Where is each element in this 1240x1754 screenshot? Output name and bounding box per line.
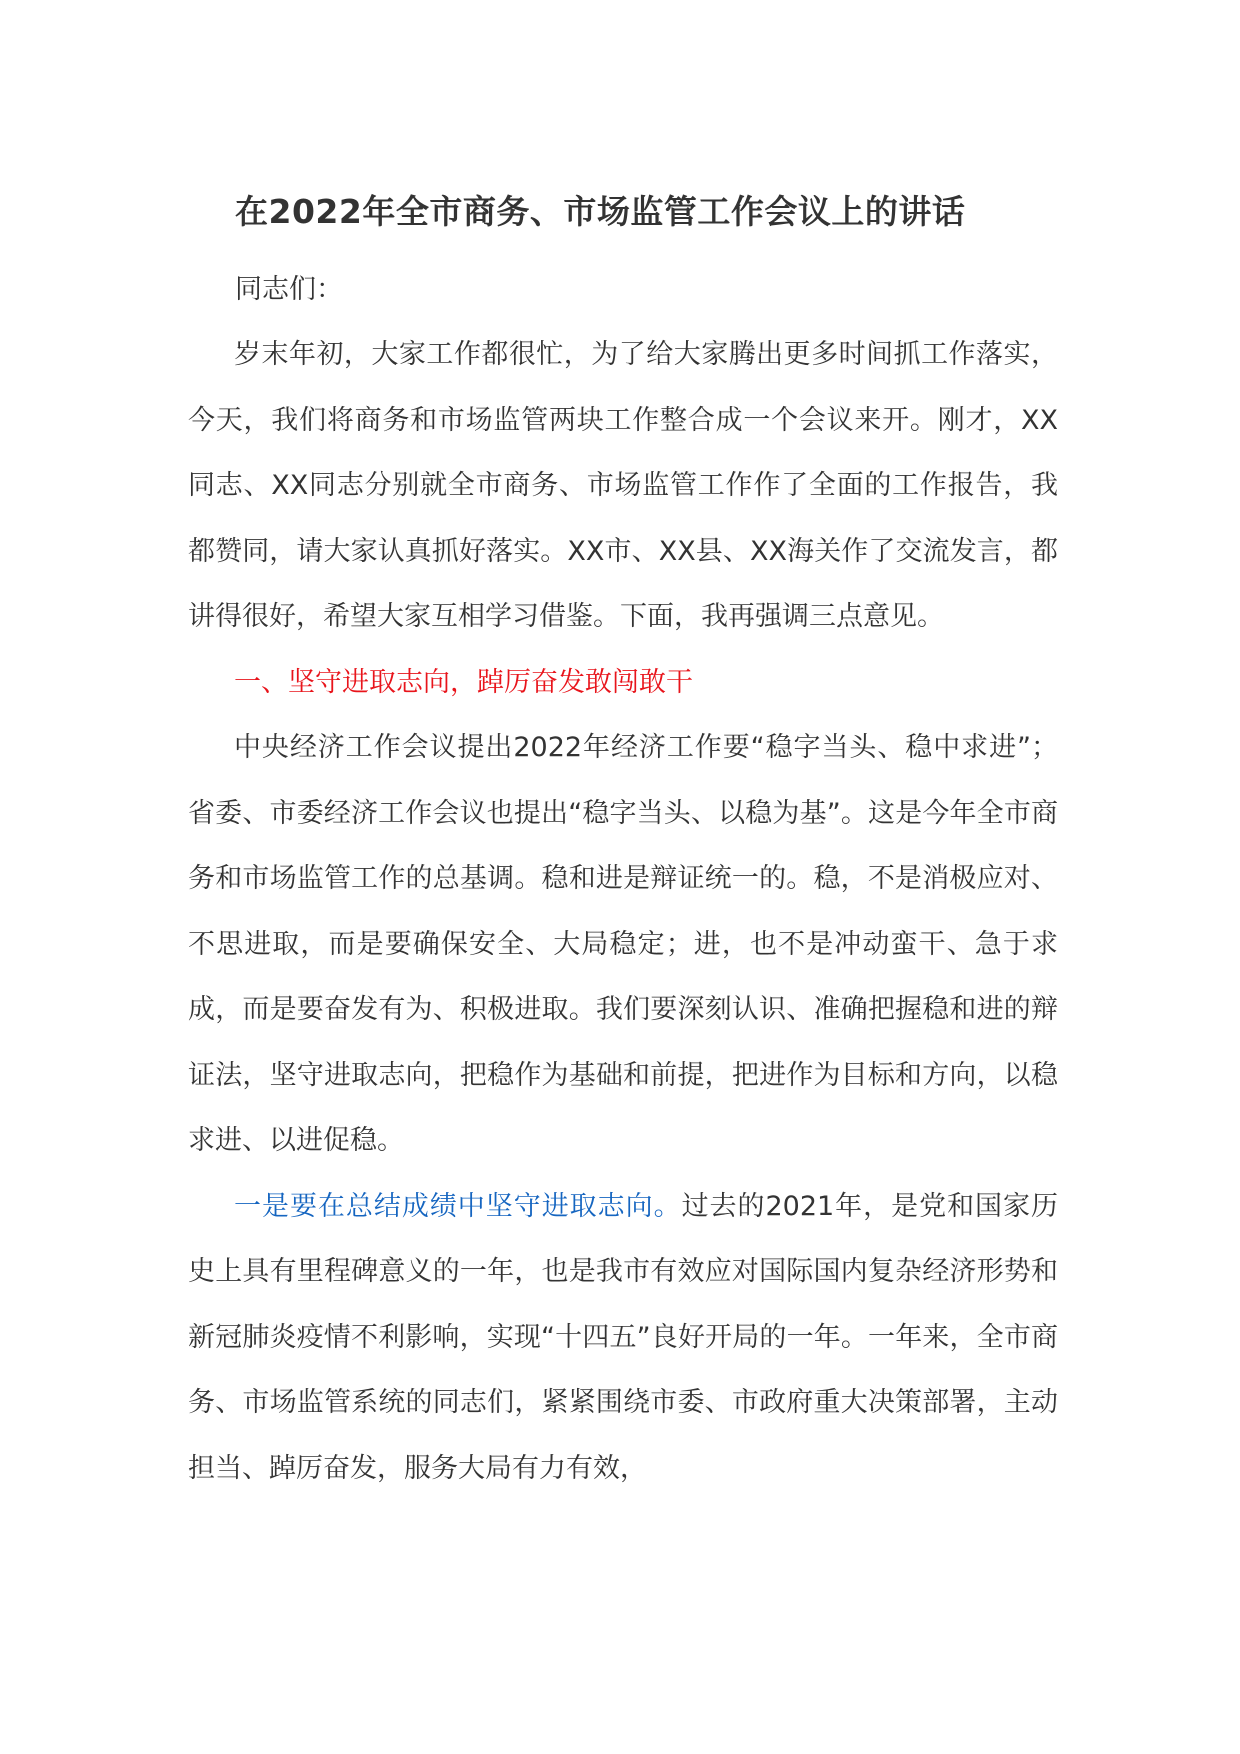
salutation: 同志们： [235,274,343,305]
paragraph-opening: 岁末年初，大家工作都很忙，为了给大家腾出更多时间抓工作落实，今天，我们将商务和市场监管两块工作整合成一个会议来开。刚才，XX同志、XX同志分别就全市商务、市场监管工作作了全面的工作报告，我都赞同，请大家认真抓好落实。XX市、XX县、XX海关作了交流发言，都讲得很好，希望大家互相学习借鉴。下面，我再强调三点意见。 [188,339,1058,632]
document-title: 在2022年全市商务、市场监管工作会议上的讲话 [235,192,966,231]
paragraph-section-1: 中央经济工作会议提出2022年经济工作要“稳字当头、稳中求进”；省委、市委经济工作会议也提出“稳字当头、以稳为基”。这是今年全市商务和市场监管工作的总基调。稳和进是辩证统一的。稳，不是消极应对、不思进取，而是要确保安全、大局稳定；进，也不是冲动蛮干、急于求成，而是要奋发有为、积极进取。我们要深刻认识、准确把握稳和进的辩证法，坚守进取志向，把稳作为基础和前提，把进作为目标和方向，以稳求进、以进促稳。 [188,732,1058,1156]
document-page [188,190,1058,1501]
paragraph-point-1 [188,1174,1058,1502]
point-1-body: 过去的2021年，是党和国家历史上具有里程碑意义的一年，也是我市有效应对国际国内复杂经济形势和新冠肺炎疫情不利影响，实现“十四五”良好开局的一年。一年来，全市商务、市场监管系统的同志们，紧紧围绕市委、市政府重大决策部署，主动担当、踔厉奋发，服务大局有力有效， [188,1190,1058,1484]
point-1-lead: 一是要在总结成绩中坚守进取志向。 [234,1190,682,1222]
section-heading-1: 一、坚守进取志向，踔厉奋发敢闯敢干 [234,666,693,698]
